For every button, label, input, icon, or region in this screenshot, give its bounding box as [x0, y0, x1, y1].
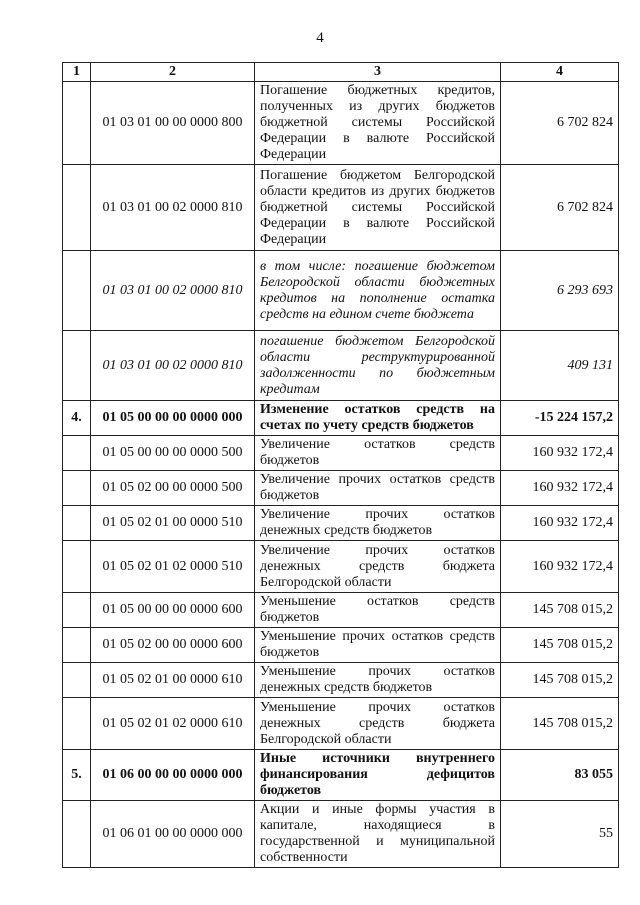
- table-row: [63, 331, 619, 401]
- budget-code: 01 03 01 00 02 0000 810: [91, 251, 255, 331]
- row-number: 5.: [63, 750, 91, 801]
- budget-code: 01 05 02 00 00 0000 600: [91, 628, 255, 663]
- row-amount: 6 293 693: [501, 251, 619, 331]
- row-amount: 160 932 172,4: [501, 506, 619, 541]
- table-row: [63, 251, 619, 331]
- row-amount: 160 932 172,4: [501, 436, 619, 471]
- budget-code: 01 06 00 00 00 0000 000: [91, 750, 255, 801]
- row-number: [63, 436, 91, 471]
- row-amount: 55: [501, 801, 619, 868]
- row-description: Уменьшение остатков средств бюджетов: [255, 593, 501, 628]
- budget-code: 01 05 02 01 02 0000 510: [91, 541, 255, 593]
- row-description: Погашение бюджетом Белгородской области кредитов из других бюджетов бюджетной системы Российской Федерации в валюте Российской Федерации: [255, 165, 501, 251]
- table-row: [63, 663, 619, 698]
- budget-sources-table: [62, 62, 619, 868]
- row-number: [63, 593, 91, 628]
- row-number: [63, 471, 91, 506]
- budget-code: 01 05 02 00 00 0000 500: [91, 471, 255, 506]
- row-description: Увеличение прочих остатков средств бюджетов: [255, 471, 501, 506]
- budget-code: 01 03 01 00 02 0000 810: [91, 165, 255, 251]
- table-row: [63, 541, 619, 593]
- budget-code: 01 05 02 01 00 0000 610: [91, 663, 255, 698]
- row-number: 4.: [63, 401, 91, 436]
- row-description: погашение бюджетом Белгородской области реструктурированной задолженности по бюджетным кредитам: [255, 331, 501, 401]
- row-description: Акции и иные формы участия в капитале, находящиеся в государственной и муниципальной собственности: [255, 801, 501, 868]
- row-description: Увеличение остатков средств бюджетов: [255, 436, 501, 471]
- row-amount: -15 224 157,2: [501, 401, 619, 436]
- table-row: [63, 698, 619, 750]
- table-row: [63, 436, 619, 471]
- row-number: [63, 331, 91, 401]
- budget-code: 01 05 02 01 02 0000 610: [91, 698, 255, 750]
- row-number: [63, 663, 91, 698]
- row-amount: 145 708 015,2: [501, 628, 619, 663]
- budget-code: 01 05 00 00 00 0000 500: [91, 436, 255, 471]
- row-number: [63, 165, 91, 251]
- row-number: [63, 82, 91, 165]
- budget-code: 01 05 00 00 00 0000 000: [91, 401, 255, 436]
- row-description: Иные источники внутреннего финансирования дефицитов бюджетов: [255, 750, 501, 801]
- row-amount: 6 702 824: [501, 82, 619, 165]
- table-row: [63, 593, 619, 628]
- table-row: [63, 401, 619, 436]
- row-amount: 160 932 172,4: [501, 541, 619, 593]
- row-amount: 160 932 172,4: [501, 471, 619, 506]
- row-number: [63, 698, 91, 750]
- header-col-4: 4: [501, 63, 619, 82]
- header-col-2: 2: [91, 63, 255, 82]
- row-description: Увеличение прочих остатков денежных средств бюджета Белгородской области: [255, 541, 501, 593]
- table-header-row: [63, 63, 619, 82]
- table-row: [63, 628, 619, 663]
- row-description: Изменение остатков средств на счетах по учету средств бюджетов: [255, 401, 501, 436]
- row-number: [63, 506, 91, 541]
- row-amount: 409 131: [501, 331, 619, 401]
- table-row: [63, 506, 619, 541]
- row-number: [63, 628, 91, 663]
- row-amount: 6 702 824: [501, 165, 619, 251]
- budget-code: 01 03 01 00 00 0000 800: [91, 82, 255, 165]
- row-number: [63, 801, 91, 868]
- row-number: [63, 541, 91, 593]
- row-number: [63, 251, 91, 331]
- table-row: [63, 82, 619, 165]
- row-amount: 145 708 015,2: [501, 663, 619, 698]
- row-description: в том числе: погашение бюджетом Белгородской области бюджетных кредитов на пополнение остатка средств на едином счете бюджета: [255, 251, 501, 331]
- table-row: [63, 750, 619, 801]
- budget-code: 01 05 00 00 00 0000 600: [91, 593, 255, 628]
- row-description: Уменьшение прочих остатков средств бюджетов: [255, 628, 501, 663]
- budget-code: 01 05 02 01 00 0000 510: [91, 506, 255, 541]
- row-description: Погашение бюджетных кредитов, полученных из других бюджетов бюджетной системы Российской Федерации в валюте Российской Федерации: [255, 82, 501, 165]
- page-number: 4: [316, 30, 324, 46]
- row-description: Увеличение прочих остатков денежных средств бюджетов: [255, 506, 501, 541]
- budget-code: 01 06 01 00 00 0000 000: [91, 801, 255, 868]
- row-description: Уменьшение прочих остатков денежных средств бюджета Белгородской области: [255, 698, 501, 750]
- budget-code: 01 03 01 00 02 0000 810: [91, 331, 255, 401]
- row-description: Уменьшение прочих остатков денежных средств бюджетов: [255, 663, 501, 698]
- header-col-3: 3: [255, 63, 501, 82]
- row-amount: 83 055: [501, 750, 619, 801]
- row-amount: 145 708 015,2: [501, 698, 619, 750]
- header-col-1: 1: [63, 63, 91, 82]
- table-row: [63, 801, 619, 868]
- table-row: [63, 471, 619, 506]
- table-row: [63, 165, 619, 251]
- row-amount: 145 708 015,2: [501, 593, 619, 628]
